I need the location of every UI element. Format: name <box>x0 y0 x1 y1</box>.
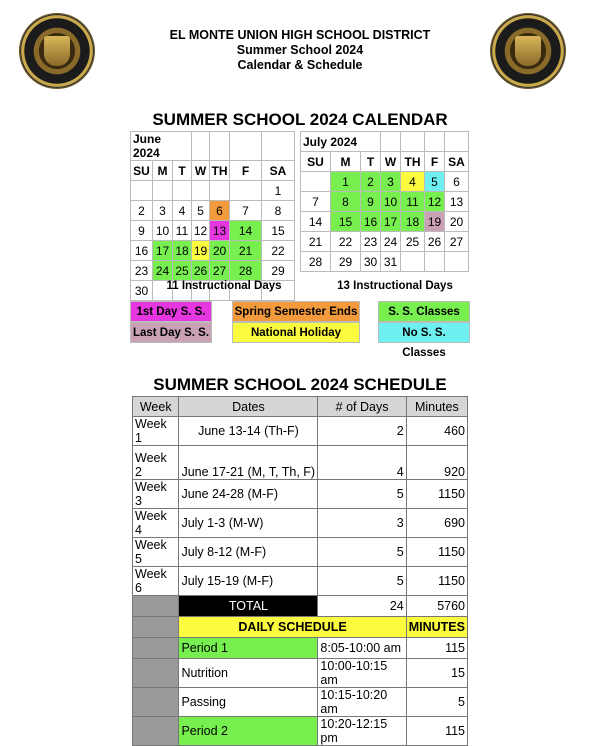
calendar-day: 21 <box>301 232 331 252</box>
gray-filler <box>133 688 179 717</box>
day-header: TH <box>401 152 425 172</box>
empty-cell <box>425 132 445 152</box>
calendar-day: 17 <box>153 241 173 261</box>
calendar-day: 11 <box>401 192 425 212</box>
days-cell: 3 <box>318 509 406 538</box>
period-time: 10:20-12:15 pm <box>318 717 406 746</box>
period-name: Nutrition <box>179 659 318 688</box>
calendar-day: 17 <box>381 212 401 232</box>
empty-cell <box>173 181 192 201</box>
calendar-day: 13 <box>210 221 230 241</box>
gray-filler <box>133 617 179 638</box>
period-row <box>133 717 468 746</box>
dates-cell: June 24-28 (M-F) <box>179 480 318 509</box>
minutes-cell: 1150 <box>406 538 467 567</box>
calendar-day: 19 <box>425 212 445 232</box>
day-header: SU <box>131 161 153 181</box>
period-minutes: 115 <box>406 638 467 659</box>
empty-cell <box>210 132 230 161</box>
period-row <box>133 638 468 659</box>
legend-first-day: 1st Day S. S. <box>130 301 212 322</box>
calendar-day: 21 <box>230 241 262 261</box>
legend-holiday: National Holiday <box>232 322 360 343</box>
calendar-day: 27 <box>210 261 230 281</box>
calendar-day: 16 <box>131 241 153 261</box>
days-cell: 5 <box>318 538 406 567</box>
daily-schedule-header: DAILY SCHEDULE <box>179 617 406 638</box>
calendar-day: 30 <box>131 281 153 301</box>
june-month-label: June 2024 <box>131 132 192 161</box>
legend-last-day: Last Day S. S. <box>130 322 212 343</box>
calendar-day: 9 <box>361 192 381 212</box>
calendar-week <box>301 212 469 232</box>
minutes-cell: 690 <box>406 509 467 538</box>
empty-cell <box>210 181 230 201</box>
calendar-day: 1 <box>331 172 361 192</box>
july-calendar <box>300 131 469 272</box>
day-header: M <box>331 152 361 172</box>
legend-spring-ends: Spring Semester Ends <box>232 301 360 322</box>
calendar-day: 22 <box>262 241 295 261</box>
calendar-week <box>131 201 295 221</box>
calendar-day: 29 <box>262 261 295 281</box>
days-cell: 5 <box>318 480 406 509</box>
gray-filler <box>133 638 179 659</box>
empty-cell <box>425 252 445 272</box>
legend-no-classes: No S. S. Classes <box>378 322 470 343</box>
col-week: Week <box>133 397 179 417</box>
june-instructional-days: 11 Instructional Days <box>166 280 282 292</box>
calendar-day: 19 <box>192 241 210 261</box>
total-minutes: 5760 <box>406 596 467 617</box>
total-days: 24 <box>318 596 406 617</box>
calendar-day: 6 <box>445 172 469 192</box>
day-header: SA <box>445 152 469 172</box>
calendar-week <box>301 252 469 272</box>
calendar-day: 23 <box>361 232 381 252</box>
period-name: Period 2 <box>179 717 318 746</box>
calendar-day: 11 <box>173 221 192 241</box>
calendar-day: 8 <box>331 192 361 212</box>
day-header: F <box>230 161 262 181</box>
district-name: EL MONTE UNION HIGH SCHOOL DISTRICT <box>169 28 431 42</box>
minutes-cell: 920 <box>406 446 467 480</box>
empty-cell <box>153 181 173 201</box>
calendar-day: 28 <box>230 261 262 281</box>
schedule-title: SUMMER SCHOOL 2024 SCHEDULE <box>153 375 447 394</box>
calendar-day: 26 <box>425 232 445 252</box>
day-header: W <box>192 161 210 181</box>
calendar-week <box>131 261 295 281</box>
week-cell: Week 5 <box>133 538 179 567</box>
table-row <box>133 509 468 538</box>
week-cell: Week 3 <box>133 480 179 509</box>
dates-cell: June 17-21 (M, T, Th, F) <box>179 446 318 480</box>
empty-cell <box>192 132 210 161</box>
july-instructional-days: 13 Instructional Days <box>337 280 453 292</box>
calendar-day: 2 <box>131 201 153 221</box>
table-row <box>133 417 468 446</box>
calendar-day: 25 <box>173 261 192 281</box>
dates-cell: June 13-14 (Th-F) <box>179 417 318 446</box>
calendar-day: 27 <box>445 232 469 252</box>
calendar-day: 26 <box>192 261 210 281</box>
calendar-day: 24 <box>381 232 401 252</box>
day-header: SU <box>301 152 331 172</box>
calendar-day: 5 <box>425 172 445 192</box>
day-header: F <box>425 152 445 172</box>
minutes-cell: 1150 <box>406 480 467 509</box>
calendar-day: 12 <box>192 221 210 241</box>
calendar-day: 7 <box>301 192 331 212</box>
dates-cell: July 1-3 (M-W) <box>179 509 318 538</box>
calendar-day: 16 <box>361 212 381 232</box>
doc-subtitle-2: Calendar & Schedule <box>237 58 363 72</box>
gray-filler <box>133 659 179 688</box>
day-header: T <box>361 152 381 172</box>
schedule-table <box>132 396 468 746</box>
period-time: 8:05-10:00 am <box>318 638 406 659</box>
period-name: Period 1 <box>179 638 318 659</box>
week-cell: Week 2 <box>133 446 179 480</box>
daily-header-row <box>133 617 468 638</box>
empty-cell <box>230 181 262 201</box>
day-header: M <box>153 161 173 181</box>
july-month-label: July 2024 <box>301 132 381 152</box>
minutes-cell: 460 <box>406 417 467 446</box>
calendar-day: 14 <box>301 212 331 232</box>
period-row <box>133 688 468 717</box>
empty-cell <box>230 132 262 161</box>
period-time: 10:00-10:15 am <box>318 659 406 688</box>
calendar-day: 10 <box>153 221 173 241</box>
schedule-header-row <box>133 397 468 417</box>
col-dates: Dates <box>179 397 318 417</box>
week-cell: Week 1 <box>133 417 179 446</box>
period-minutes: 5 <box>406 688 467 717</box>
calendar-day: 28 <box>301 252 331 272</box>
calendar-day: 20 <box>445 212 469 232</box>
calendar-week <box>131 241 295 261</box>
total-row <box>133 596 468 617</box>
calendar-day: 23 <box>131 261 153 281</box>
table-row <box>133 538 468 567</box>
empty-cell <box>301 172 331 192</box>
calendar-day: 2 <box>361 172 381 192</box>
legend-ss-classes: S. S. Classes <box>378 301 470 322</box>
gray-filler <box>133 717 179 746</box>
day-header: T <box>173 161 192 181</box>
calendar-day: 20 <box>210 241 230 261</box>
calendar-day: 18 <box>173 241 192 261</box>
week-cell: Week 4 <box>133 509 179 538</box>
calendar-day: 13 <box>445 192 469 212</box>
calendar-day: 6 <box>210 201 230 221</box>
calendar-day: 1 <box>262 181 295 201</box>
table-row <box>133 567 468 596</box>
col-minutes: Minutes <box>406 397 467 417</box>
calendar-week <box>131 181 295 201</box>
dates-cell: July 15-19 (M-F) <box>179 567 318 596</box>
calendar-day: 30 <box>361 252 381 272</box>
gray-filler <box>133 596 179 617</box>
calendar-day: 29 <box>331 252 361 272</box>
calendar-day: 25 <box>401 232 425 252</box>
calendar-day: 4 <box>173 201 192 221</box>
calendar-day: 10 <box>381 192 401 212</box>
calendar-title: SUMMER SCHOOL 2024 CALENDAR <box>152 110 448 129</box>
total-label: TOTAL <box>179 596 318 617</box>
empty-cell <box>131 181 153 201</box>
calendar-week <box>301 232 469 252</box>
calendar-day: 4 <box>401 172 425 192</box>
calendar-day: 15 <box>331 212 361 232</box>
calendar-day: 9 <box>131 221 153 241</box>
empty-cell <box>192 181 210 201</box>
calendar-day: 31 <box>381 252 401 272</box>
period-row <box>133 659 468 688</box>
calendar-week <box>301 172 469 192</box>
calendar-week <box>301 192 469 212</box>
week-cell: Week 6 <box>133 567 179 596</box>
day-header: SA <box>262 161 295 181</box>
col-days: # of Days <box>318 397 406 417</box>
empty-cell <box>381 132 401 152</box>
daily-minutes-header: MINUTES <box>406 617 467 638</box>
days-cell: 2 <box>318 417 406 446</box>
calendar-day: 3 <box>381 172 401 192</box>
calendar-day: 24 <box>153 261 173 281</box>
calendar-day: 7 <box>230 201 262 221</box>
doc-subtitle: Summer School 2024 <box>236 43 364 57</box>
calendar-day: 8 <box>262 201 295 221</box>
empty-cell <box>445 252 469 272</box>
minutes-cell: 1150 <box>406 567 467 596</box>
dates-cell: July 8-12 (M-F) <box>179 538 318 567</box>
empty-cell <box>445 132 469 152</box>
day-header: W <box>381 152 401 172</box>
days-cell: 4 <box>318 446 406 480</box>
period-minutes: 115 <box>406 717 467 746</box>
empty-cell <box>401 132 425 152</box>
calendar-week <box>131 221 295 241</box>
table-row <box>133 446 468 480</box>
days-cell: 5 <box>318 567 406 596</box>
calendar-day: 14 <box>230 221 262 241</box>
empty-cell <box>401 252 425 272</box>
calendar-day: 18 <box>401 212 425 232</box>
table-row <box>133 480 468 509</box>
empty-cell <box>262 132 295 161</box>
calendar-day: 22 <box>331 232 361 252</box>
calendar-day: 3 <box>153 201 173 221</box>
period-minutes: 15 <box>406 659 467 688</box>
calendar-day: 15 <box>262 221 295 241</box>
june-calendar <box>130 131 295 301</box>
calendar-day: 5 <box>192 201 210 221</box>
day-header: TH <box>210 161 230 181</box>
calendar-day: 12 <box>425 192 445 212</box>
period-time: 10:15-10:20 am <box>318 688 406 717</box>
period-name: Passing <box>179 688 318 717</box>
